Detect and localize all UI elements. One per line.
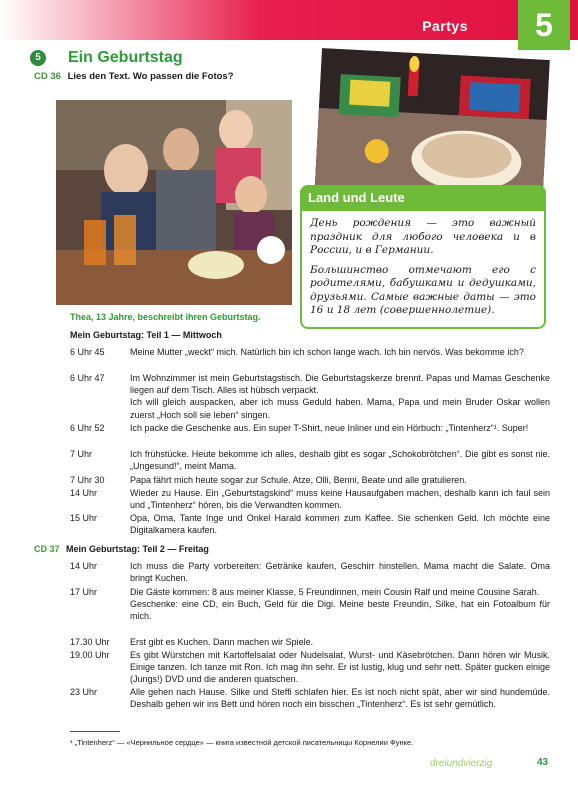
diary-entry — [70, 448, 550, 472]
lesson-number-badge: 5 — [30, 50, 46, 66]
entry-paragraph: Im Wohnzimmer ist mein Geburtstagstisch. Die Geburtstagskerze brennt. Papas und Mamas Geschenke liegen auf dem Tisch. Alles ist hübsch verpackt. — [130, 373, 550, 396]
entry-time: 19.00 Uhr — [70, 650, 110, 660]
diary-entry — [70, 649, 550, 685]
info-paragraph: День рождения — это важный праздник для любого человека и в России, и в Германии. — [310, 217, 536, 256]
diary-entry — [70, 686, 550, 722]
entry-text: Es gibt Würstchen mit Kartoffelsalat oder Nudelsalat, Wurst- und Käsebrötchen. Dann hören wir Musik. Einige tanzen. Ich tanze mit Ron. Ich mag ihn sehr. Er ist lustig, klug und sehr nett. Später gucken einige (Jungs!) DVD und die anderen quatschen. — [130, 650, 550, 685]
cd-track-label: CD 37 — [34, 544, 60, 554]
diary-entry — [70, 512, 550, 536]
party-photo — [56, 100, 292, 305]
entry-text: Papa fährt mich heute sogar zur Schule. Atze, Olli, Benni, Beate und alle gratulieren. — [130, 475, 467, 485]
entry-time: 7 Uhr 30 — [70, 475, 105, 485]
entry-text — [130, 372, 550, 421]
entry-time: 14 Uhr — [70, 488, 98, 498]
entry-text: Ich frühstücke. Heute bekomme ich alles, deshalb gibt es sogar „Schokobrötchen“. Die gibt es sonst nie. „Ungesund!“, meint Mama. — [130, 449, 550, 472]
entry-text: Ich packe die Geschenke aus. Ein super T-Shirt, neue Inliner und ein Hörbuch: „Tintenherz“¹. Super! — [130, 423, 529, 433]
part2-heading-line — [34, 544, 209, 554]
entry-time: 14 Uhr — [70, 561, 98, 571]
section-title: Partys — [422, 18, 468, 34]
diary-entry — [70, 474, 550, 486]
entry-text: Wieder zu Hause. Ein „Geburtstagskind“ muss keine Hausaufgaben machen, deshalb kann ich faul sein und „Tintenherz“ hören, bis die Verwandten kommen. — [130, 488, 550, 511]
diary-entry — [70, 372, 550, 420]
entry-text — [130, 586, 550, 623]
entry-paragraph: Ich will gleich auspacken, aber ich muss Geduld haben. Mama, Papa und mein Bruder Oskar wollen zuerst „Hoch soll sie leben“ singen. — [130, 397, 550, 420]
diary-entry — [70, 586, 550, 634]
entry-time: 6 Uhr 47 — [70, 373, 105, 383]
chapter-tab: 5 — [518, 0, 570, 50]
info-box-title: Land und Leute — [300, 185, 546, 211]
diary-entry — [70, 560, 550, 584]
entry-paragraph: Geschenke: eine CD, ein Buch, Geld für die Digi. Meine beste Freundin, Silke, hat ein Fotoalbum für mich. — [130, 599, 550, 622]
cd-track-label: CD 36 — [34, 71, 61, 82]
entry-time: 23 Uhr — [70, 687, 98, 697]
footnote-divider — [70, 731, 120, 732]
lesson-title: Ein Geburtstag — [68, 49, 183, 66]
diary-entry — [70, 636, 550, 648]
task-instruction-line — [34, 71, 234, 82]
info-box-text — [310, 217, 536, 324]
entry-time: 6 Uhr 45 — [70, 347, 105, 357]
entry-time: 17 Uhr — [70, 587, 98, 597]
party-photo-illustration — [56, 100, 292, 305]
page-number-word: dreiundvierzig — [430, 758, 493, 769]
land-und-leute-box — [300, 185, 546, 329]
entry-text: Alle gehen nach Hause. Silke und Steffi schlafen hier. Es ist noch nicht spät, aber wir sind hundemüde. Deshalb gehen wir ins Bett und hören noch ein bisschen „Tintenherz“. Es ist sehr gemütlich. — [130, 687, 550, 710]
diary-entry — [70, 422, 550, 446]
diary-entry — [70, 346, 550, 370]
entry-text: Ich muss die Party vorbereiten: Getränke kaufen, Geschirr hinstellen. Mama macht die Salate. Oma bringt Kuchen. — [130, 561, 550, 584]
top-banner — [0, 0, 578, 40]
info-paragraph: Большинство отмечают его с родителями, бабушками и дедушками, друзьями. Самые важные даты — это 16 и 18 лет (совершеннолетие). — [310, 263, 536, 316]
page-number: 43 — [537, 757, 549, 768]
task-instruction: Lies den Text. Wo passen die Fotos? — [67, 71, 234, 82]
part2-heading: Mein Geburtstag: Teil 2 — Freitag — [66, 544, 209, 554]
entry-text: Meine Mutter „weckt“ mich. Natürlich bin ich schon lange wach. Ich bin nervös. Was bekomme ich? — [130, 347, 524, 357]
entry-time: 17.30 Uhr — [70, 637, 110, 647]
text-caption: Thea, 13 Jahre, beschreibt ihren Geburtstag. — [70, 312, 261, 322]
entry-text: Erst gibt es Kuchen. Dann machen wir Spiele. — [130, 637, 314, 647]
part1-heading: Mein Geburtstag: Teil 1 — Mittwoch — [70, 330, 222, 340]
entry-text: Opa, Oma, Tante Inge und Onkel Harald kommen zum Kaffee. Sie schenken Geld. Ich möchte eine Digitalkamera kaufen. — [130, 513, 550, 536]
footnote: ¹ „Tintenherz“ — «Чернильное сердце» — книга известной детской писательницы Корнелии Функе. — [70, 738, 414, 747]
entry-time: 7 Uhr — [70, 449, 93, 459]
entry-time: 6 Uhr 52 — [70, 423, 105, 433]
entry-paragraph: Die Gäste kommen: 8 aus meiner Klasse, 5 Freundinnen, mein Cousin Ralf und meine Cousine Sarah. — [130, 587, 540, 597]
diary-entry — [70, 487, 550, 511]
entry-time: 15 Uhr — [70, 513, 98, 523]
